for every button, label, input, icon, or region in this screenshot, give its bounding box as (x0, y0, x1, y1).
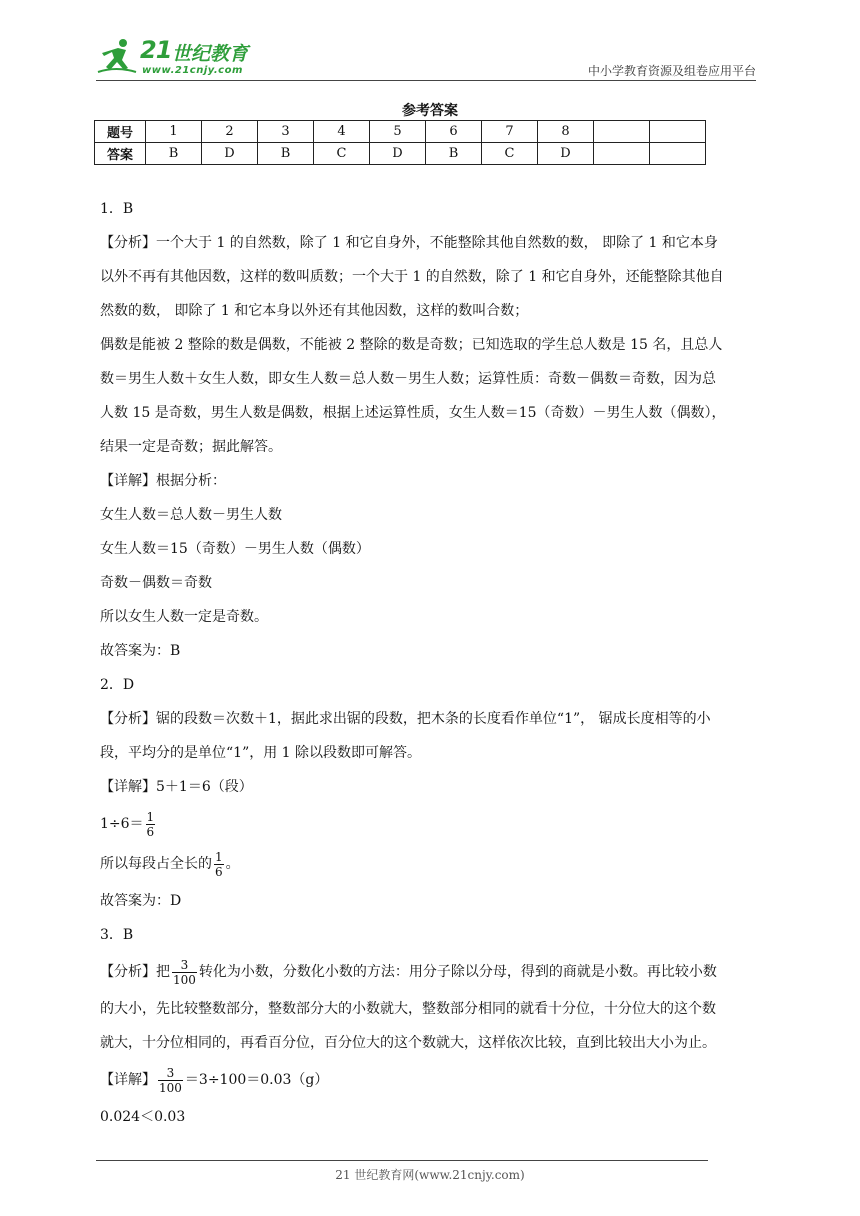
table-cell: 4 (314, 121, 370, 143)
logo-number: 21 (140, 36, 172, 64)
table-cell: D (202, 143, 258, 165)
q3-detail-label: 【详解】 (100, 1072, 156, 1088)
q3-analysis: 的大小，先比较整数部分，整数部分大的小数就大，整数部分相同的就看十分位，十分位大的这个数 (100, 1001, 716, 1017)
q2-conclusion-end: 。 (225, 856, 240, 872)
row-label-number: 题号 (95, 121, 146, 143)
table-cell: D (370, 143, 426, 165)
fraction (172, 958, 197, 987)
answer-table (94, 120, 706, 165)
q2-detail-division (100, 804, 760, 844)
table-row-answers (95, 143, 706, 165)
page-title: 参考答案 (402, 103, 458, 119)
table-cell (650, 121, 706, 143)
q1-analysis: 结果一定是奇数；据此解答。 (100, 439, 282, 455)
footer-divider (96, 1160, 708, 1161)
fraction (146, 810, 156, 839)
table-cell: 7 (482, 121, 538, 143)
table-cell (594, 121, 650, 143)
runner-icon (96, 38, 142, 78)
header-divider (96, 80, 756, 81)
q1-analysis: 【分析】一个大于 1 的自然数，除了 1 和它自身外，不能整除其他自然数的数， 即除了 1 和它本身 (100, 235, 718, 251)
q1-final-answer: 故答案为：B (100, 643, 181, 659)
q3-comparison: 0.024＜0.03 (100, 1109, 186, 1125)
fraction-denominator: 6 (146, 824, 155, 839)
table-cell: 3 (258, 121, 314, 143)
table-cell: 2 (202, 121, 258, 143)
fraction (158, 1066, 183, 1095)
table-cell: 8 (538, 121, 594, 143)
logo (96, 36, 266, 80)
question-2-head: 2．D (100, 677, 135, 693)
q1-analysis: 然数的数， 即除了 1 和它本身以外还有其他因数，这样的数叫合数； (100, 303, 529, 319)
page-footer: 21 世纪教育网(www.21cnjy.com) (335, 1168, 525, 1182)
page-header (96, 36, 756, 80)
logo-url: www.21cnjy.com (142, 65, 243, 76)
q1-analysis: 数＝男生人数＋女生人数，即女生人数＝总人数－男生人数；运算性质：奇数－偶数＝奇数，因为总 (100, 371, 716, 387)
q2-detail-conclusion (100, 844, 760, 884)
table-cell: C (314, 143, 370, 165)
table-cell: C (482, 143, 538, 165)
q1-detail: 【详解】根据分析： (100, 473, 226, 489)
fraction-numerator: 1 (215, 849, 223, 864)
table-cell: B (426, 143, 482, 165)
q2-final-answer: 故答案为：D (100, 893, 182, 909)
q2-conclusion-text: 所以每段占全长的 (100, 856, 212, 872)
table-row-numbers (95, 121, 706, 143)
table-cell: 5 (370, 121, 426, 143)
table-cell: B (258, 143, 314, 165)
fraction-numerator: 1 (146, 809, 155, 824)
q2-analysis: 段，平均分的是单位“1”，用 1 除以段数即可解答。 (100, 745, 422, 761)
fraction-numerator: 3 (172, 958, 197, 973)
q1-analysis: 以外不再有其他因数，这样的数叫质数；一个大于 1 的自然数，除了 1 和它自身外，还能整除其他自 (100, 269, 724, 285)
q3-detail-equation: ＝3÷100＝0.03（g） (184, 1072, 329, 1088)
q1-detail: 奇数－偶数＝奇数 (100, 575, 212, 591)
q1-detail: 所以女生人数一定是奇数。 (100, 609, 268, 625)
q1-analysis: 偶数是能被 2 整除的数是偶数，不能被 2 整除的数是奇数；已知选取的学生总人数是 15 名，且总人 (100, 337, 723, 353)
q3-analysis-start: 【分析】把 (100, 964, 170, 980)
fraction-numerator: 3 (158, 1066, 183, 1081)
q3-analysis: 就大，十分位相同的，再看百分位，百分位大的这个数就大，这样依次比较，直到比较出大小为止。 (100, 1035, 716, 1051)
table-cell: B (146, 143, 202, 165)
q1-detail: 女生人数＝15（奇数）－男生人数（偶数） (100, 541, 370, 557)
fraction (214, 850, 224, 879)
question-1-head: 1．B (100, 201, 134, 217)
q3-analysis-rest: 转化为小数，分数化小数的方法：用分子除以分母，得到的商就是小数。再比较小数 (198, 964, 717, 980)
q1-analysis: 人数 15 是奇数，男生人数是偶数，根据上述运算性质，女生人数＝15（奇数）－男生人数（偶数）， (100, 405, 726, 421)
table-cell: 1 (146, 121, 202, 143)
fraction-denominator: 100 (173, 972, 196, 987)
answer-content (100, 192, 760, 1134)
table-cell: D (538, 143, 594, 165)
q3-detail (100, 1060, 760, 1100)
row-label-answer: 答案 (95, 143, 146, 165)
q3-analysis (100, 952, 760, 992)
q2-division-text: 1÷6＝ (100, 816, 144, 832)
fraction-denominator: 6 (215, 864, 223, 879)
q2-detail: 【详解】5＋1＝6（段） (100, 779, 253, 795)
table-cell: 6 (426, 121, 482, 143)
q1-detail: 女生人数＝总人数－男生人数 (100, 507, 282, 523)
question-3-head: 3．B (100, 927, 134, 943)
table-cell (594, 143, 650, 165)
logo-text: 世纪教育 (172, 43, 249, 65)
q2-analysis: 【分析】锯的段数＝次数＋1，据此求出锯的段数，把木条的长度看作单位“1”， 锯成长度相等的小 (100, 711, 711, 727)
fraction-denominator: 100 (159, 1080, 182, 1095)
platform-label: 中小学教育资源及组卷应用平台 (587, 64, 756, 78)
table-cell (650, 143, 706, 165)
